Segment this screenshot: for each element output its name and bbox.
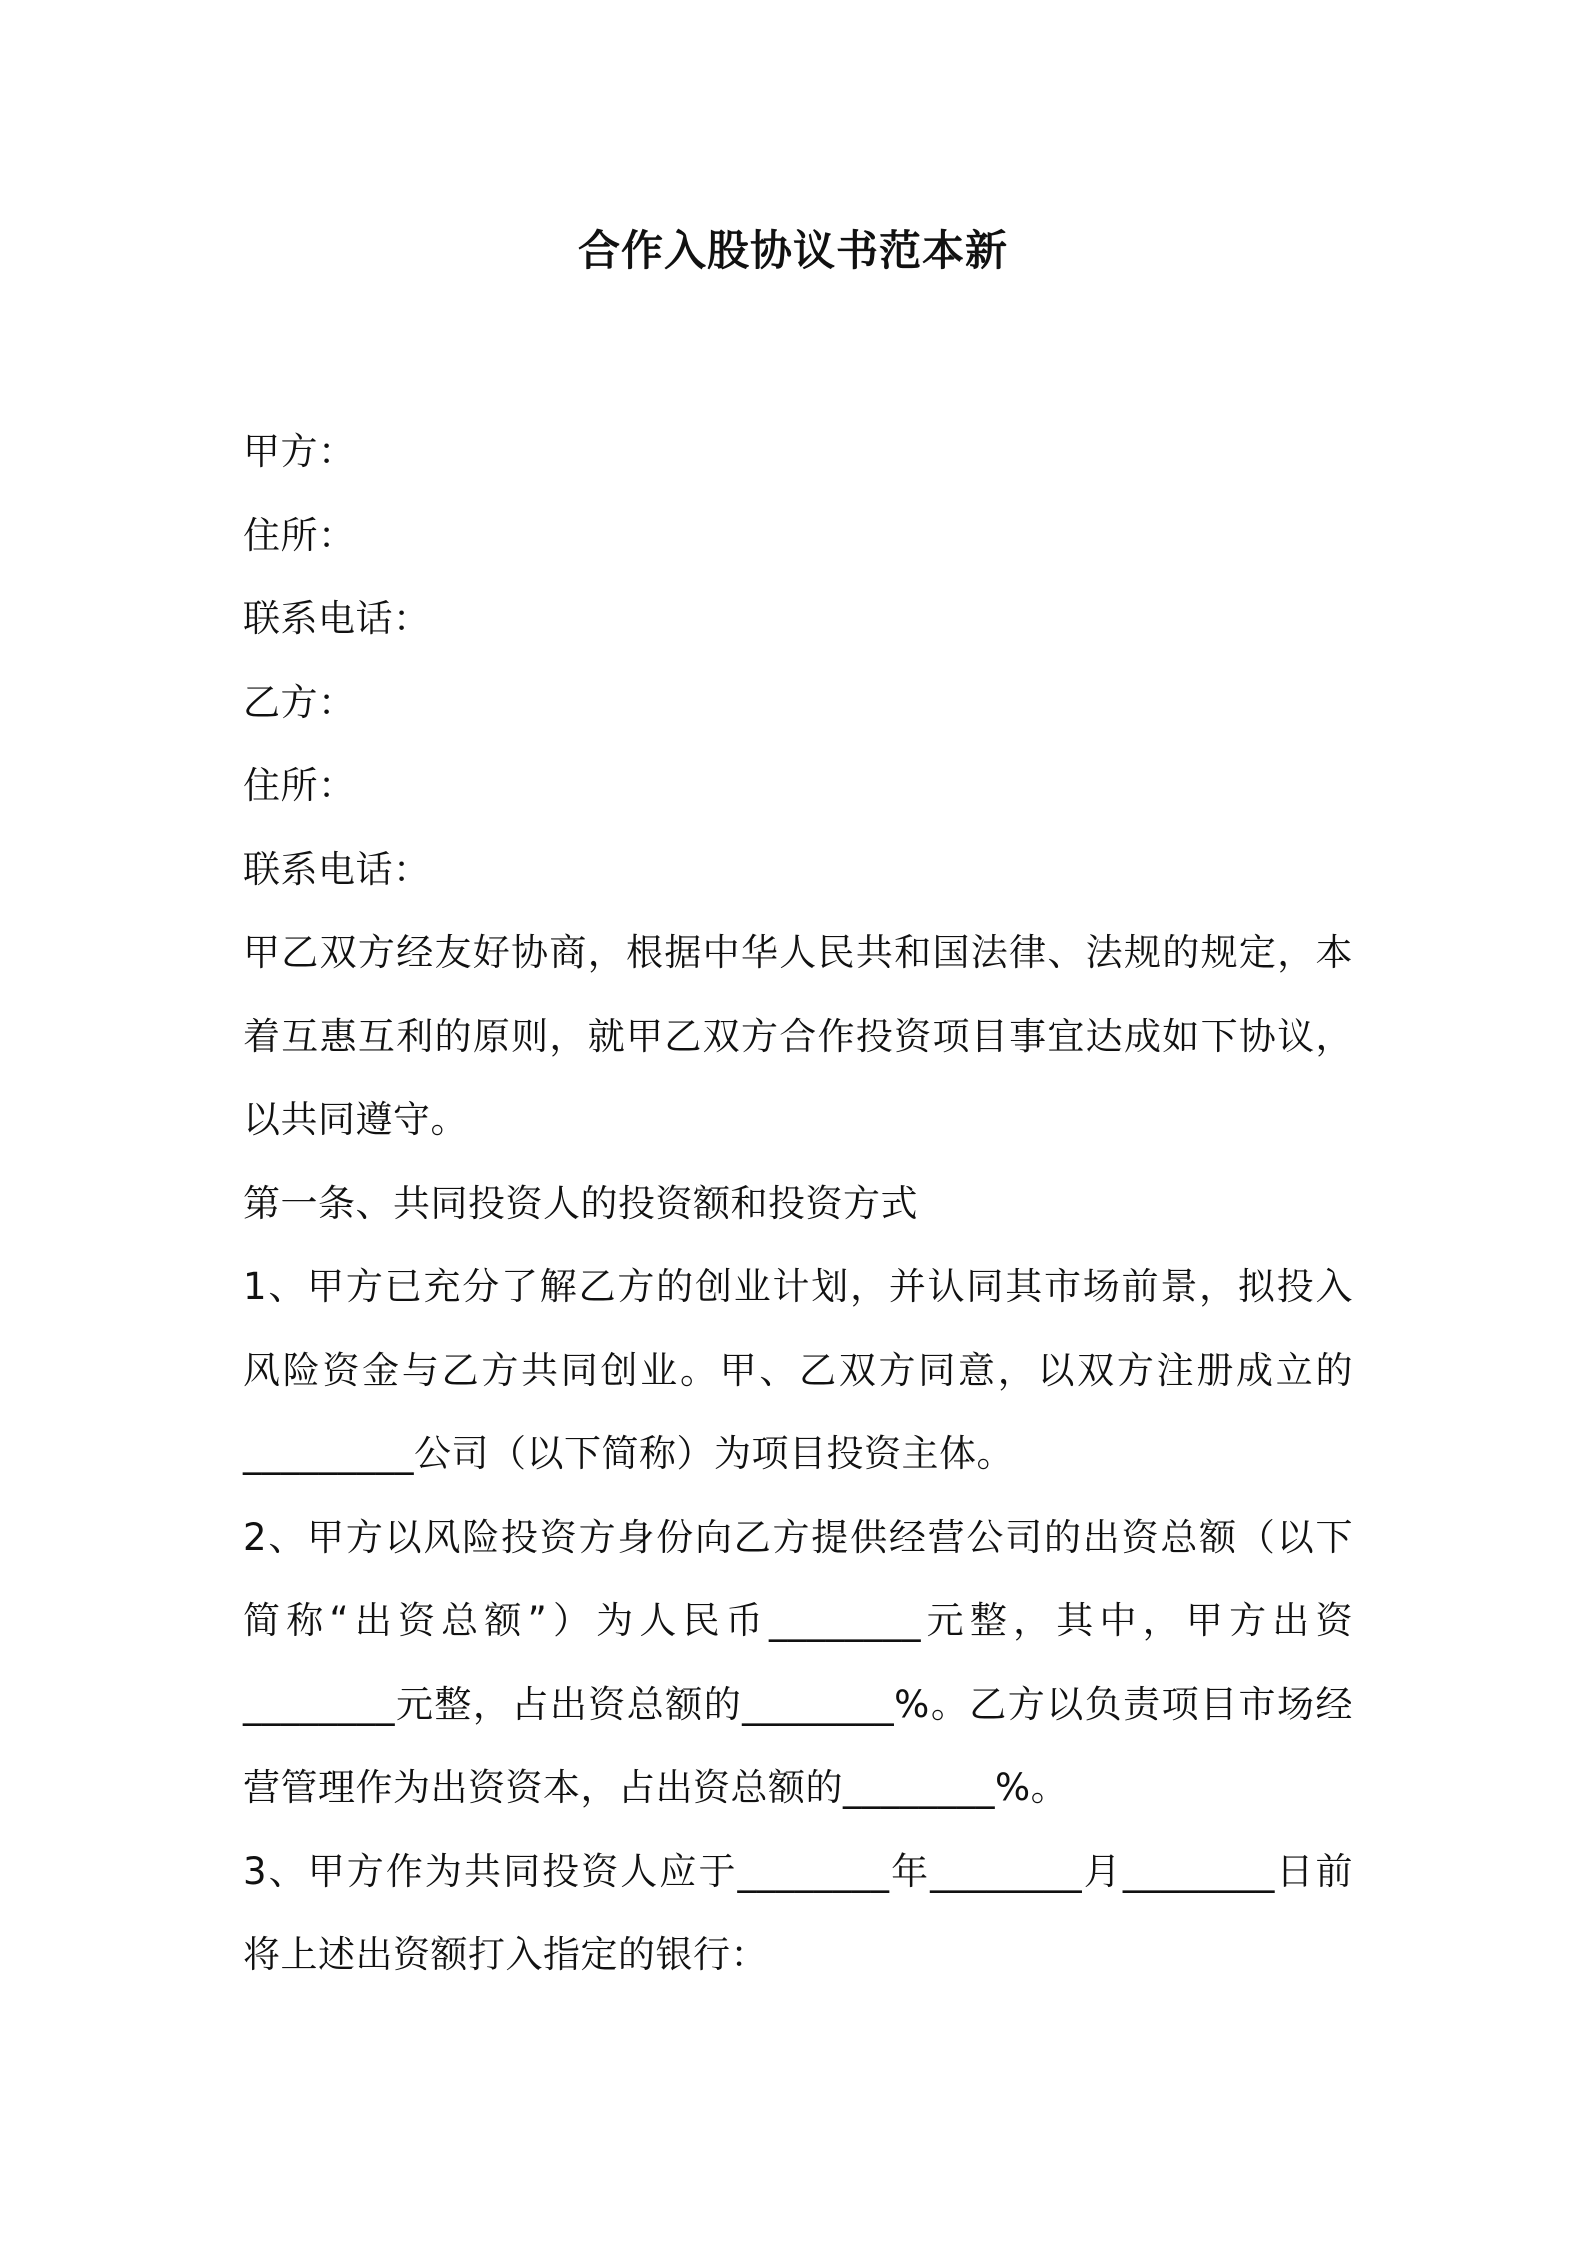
party-a-phone-label: 联系电话：	[243, 597, 431, 640]
document-body	[243, 410, 1353, 1997]
article-1-clause-1: 1、甲方已充分了解乙方的创业计划，并认同其市场前景，拟投入风险资金与乙方共同创业。甲、乙双方同意，以双方注册成立的_________公司（以下简称）为项目投资主体。	[243, 1265, 1353, 1475]
article-1-heading: 第一条、共同投资人的投资额和投资方式	[243, 1181, 918, 1225]
party-a-name-label: 甲方：	[243, 430, 356, 473]
article-1-clause-3: 3、甲方作为共同投资人应于________年________月________日前将上述出资额打入指定的银行：	[243, 1849, 1353, 1976]
party-b-phone-label: 联系电话：	[243, 847, 431, 891]
party-b-address-label: 住所：	[243, 764, 356, 807]
article-1-clause-2: 2、甲方以风险投资方身份向乙方提供经营公司的出资总额（以下简称“出资总额”）为人民币________元整，其中，甲方出资________元整，占出资总额的________%。乙方以负责项目市场经营管理作为出资资本，占出资总额的________%。	[243, 1515, 1353, 1809]
party-a-address-label: 住所：	[243, 513, 356, 557]
preamble-paragraph: 甲乙双方经友好协商，根据中华人民共和国法律、法规的规定，本着互惠互利的原则，就甲乙双方合作投资项目事宜达成如下协议，以共同遵守。	[243, 931, 1353, 1141]
party-b-name-label: 乙方：	[243, 680, 356, 724]
document-title: 合作入股协议书范本新	[577, 226, 1008, 275]
